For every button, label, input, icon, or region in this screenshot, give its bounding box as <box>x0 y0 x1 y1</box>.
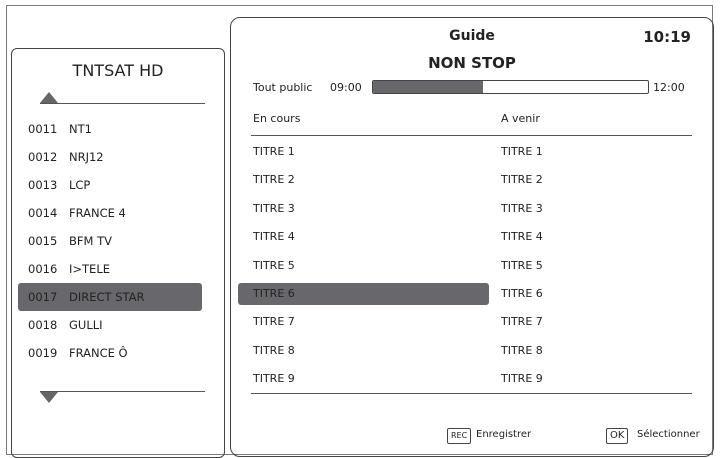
channel-number: 0017 <box>28 290 58 304</box>
channel-name: LCP <box>69 178 91 192</box>
channel-row[interactable] <box>18 199 202 227</box>
channel-name: BFM TV <box>69 234 112 248</box>
current-event-row[interactable]: TITRE 1 <box>253 145 295 158</box>
channel-number: 0014 <box>28 206 58 220</box>
channel-row[interactable] <box>18 143 202 171</box>
current-event-row[interactable]: TITRE 7 <box>253 315 295 329</box>
upcoming-event-row[interactable]: TITRE 5 <box>501 258 543 272</box>
divider <box>251 393 692 394</box>
channel-name: FRANCE Ô <box>69 346 128 360</box>
channel-name: NRJ12 <box>69 150 104 164</box>
channel-row[interactable] <box>18 339 202 367</box>
channel-number: 0016 <box>28 262 58 276</box>
channel-row[interactable] <box>18 311 202 339</box>
upcoming-event-row[interactable]: TITRE 3 <box>501 201 543 215</box>
divider <box>251 135 692 136</box>
upcoming-event-row[interactable]: TITRE 2 <box>501 173 543 187</box>
upcoming-event-row[interactable]: TITRE 9 <box>501 372 543 386</box>
record-label: Enregistrer <box>476 429 532 440</box>
channel-number: 0015 <box>28 234 58 248</box>
start-time: 09:00 <box>330 81 362 94</box>
guide-panel <box>230 17 714 457</box>
channel-number: 0018 <box>28 318 58 332</box>
channel-number: 0012 <box>28 150 58 164</box>
upcoming-event-row[interactable]: TITRE 1 <box>501 145 543 158</box>
divider <box>40 391 205 392</box>
column-header-current: En cours <box>253 112 301 125</box>
current-event-row[interactable]: TITRE 2 <box>253 173 295 187</box>
channel-row[interactable] <box>18 171 202 199</box>
current-event-row[interactable]: TITRE 9 <box>253 372 295 386</box>
select-label: Sélectionner <box>637 429 700 440</box>
current-event-row[interactable]: TITRE 5 <box>253 258 295 272</box>
scroll-down-icon[interactable] <box>40 392 58 403</box>
upcoming-event-row[interactable]: TITRE 4 <box>501 230 543 244</box>
channel-number: 0011 <box>28 122 58 136</box>
end-time: 12:00 <box>653 81 685 94</box>
scroll-up-icon[interactable] <box>40 92 58 103</box>
channel-name: FRANCE 4 <box>69 206 126 220</box>
channel-row[interactable] <box>18 115 202 143</box>
channel-list-title: TNTSAT HD <box>72 61 164 80</box>
current-event-row[interactable]: TITRE 6 <box>238 283 489 305</box>
ok-key-icon[interactable]: OK <box>606 428 628 444</box>
upcoming-event-row[interactable]: TITRE 7 <box>501 315 543 329</box>
channel-name: GULLI <box>69 318 103 332</box>
clock: 10:19 <box>643 28 691 46</box>
upcoming-event-row[interactable]: TITRE 6 <box>501 287 543 300</box>
divider <box>40 103 205 104</box>
channel-name: DIRECT STAR <box>69 290 145 304</box>
program-title: NON STOP <box>428 54 516 72</box>
channel-name: I>TELE <box>69 262 110 276</box>
channel-number: 0019 <box>28 346 58 360</box>
channel-number: 0013 <box>28 178 58 192</box>
current-event-row[interactable]: TITRE 8 <box>253 343 295 357</box>
current-event-row[interactable]: TITRE 4 <box>253 230 295 244</box>
channel-name: NT1 <box>69 122 92 136</box>
channel-row[interactable] <box>18 283 202 311</box>
progress-fill <box>373 81 483 93</box>
channel-row[interactable] <box>18 227 202 255</box>
channel-list-panel <box>11 48 225 458</box>
guide-title: Guide <box>449 28 495 44</box>
program-progress-bar <box>372 80 649 94</box>
rec-key-icon[interactable]: REC <box>447 428 471 444</box>
channel-row[interactable] <box>18 255 202 283</box>
upcoming-event-row[interactable]: TITRE 8 <box>501 343 543 357</box>
column-header-upcoming: A venir <box>501 112 540 125</box>
rating-label: Tout public <box>253 81 313 94</box>
current-event-row[interactable]: TITRE 3 <box>253 201 295 215</box>
